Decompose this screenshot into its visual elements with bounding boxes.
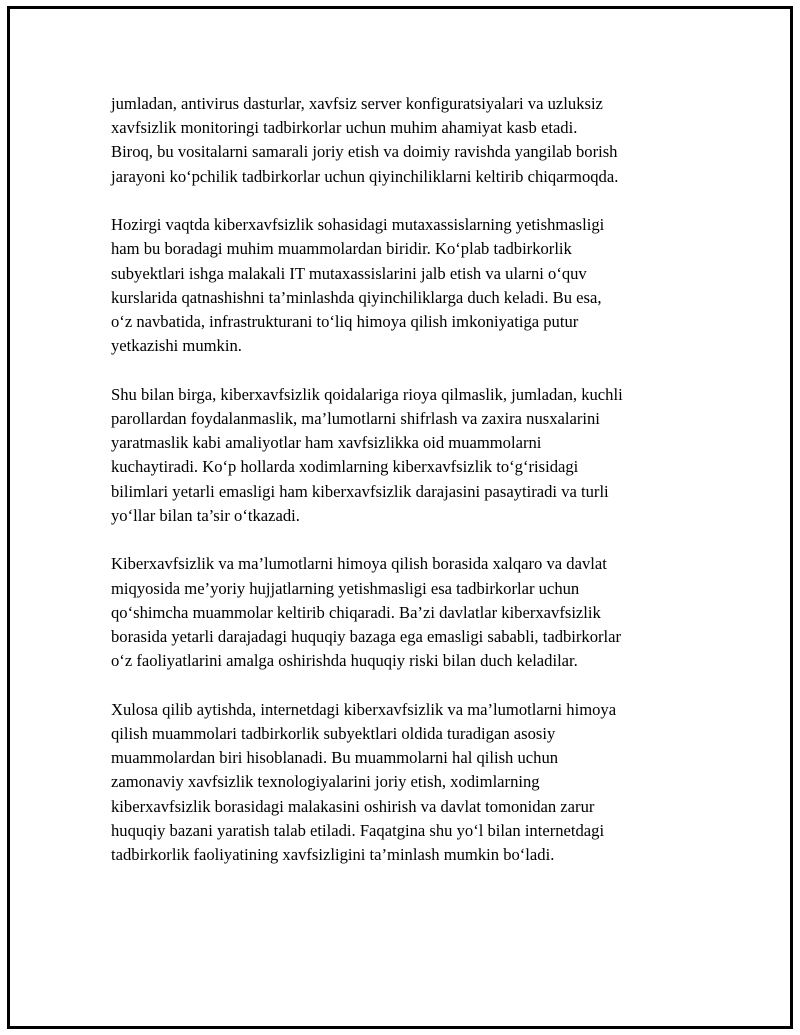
text-line: miqyosida me’yoriy hujjatlarning yetishmasligi esa tadbirkorlar uchun xyxy=(111,578,580,598)
text-line: o‘z navbatida, infrastrukturani to‘liq himoya qilish imkoniyatiga putur xyxy=(111,312,579,332)
document-body xyxy=(111,92,681,892)
text-line: huquqiy bazani yaratish talab etiladi. Faqatgina shu yo‘l bilan internetdagi xyxy=(111,820,605,840)
text-line: parollardan foydalanmaslik, ma’lumotlarni shifrlash va zaxira nusxalarini xyxy=(111,409,600,429)
text-line: subyektlari ishga malakali IT mutaxassislarini jalb etish va ularni o‘quv xyxy=(111,263,587,283)
text-line: yetkazishi mumkin. xyxy=(111,336,242,356)
paragraph xyxy=(111,698,681,867)
paragraph xyxy=(111,92,681,189)
text-line: kiberxavfsizlik borasidagi malakasini oshirish va davlat tomonidan zarur xyxy=(111,796,595,816)
text-line: jumladan, antivirus dasturlar, xavfsiz server konfiguratsiyalari va uzluksiz xyxy=(111,94,603,113)
text-line: yo‘llar bilan ta’sir o‘tkazadi. xyxy=(111,505,300,525)
text-line: yaratmaslik kabi amaliyotlar ham xavfsizlikka oid muammolarni xyxy=(111,433,542,453)
text-line: Hozirgi vaqtda kiberxavfsizlik sohasidagi mutaxassislarning yetishmasligi xyxy=(111,215,605,235)
text-line: o‘z faoliyatlarini amalga oshirishda huquqiy riski bilan duch keladilar. xyxy=(111,651,578,671)
text-line: Biroq, bu vositalarni samarali joriy etish va doimiy ravishda yangilab borish xyxy=(111,142,618,162)
text-line: Xulosa qilib aytishda, internetdagi kiberxavfsizlik va ma’lumotlarni himoya xyxy=(111,699,617,719)
paragraph xyxy=(111,383,681,528)
text-line: muammolardan biri hisoblanadi. Bu muammolarni hal qilish uchun xyxy=(111,748,559,768)
text-line: ham bu boradagi muhim muammolardan biridir. Ko‘plab tadbirkorlik xyxy=(111,239,572,259)
paragraph xyxy=(111,552,681,673)
paragraph xyxy=(111,213,681,358)
text-line: kurslarida qatnashishni ta’minlashda qiyinchiliklarga duch keladi. Bu esa, xyxy=(111,287,602,307)
text-line: Shu bilan birga, kiberxavfsizlik qoidalariga rioya qilmaslik, jumladan, kuchli xyxy=(111,384,623,404)
text-line: tadbirkorlik faoliyatining xavfsizligini ta’minlash mumkin bo‘ladi. xyxy=(111,845,555,865)
text-line: borasida yetarli darajadagi huquqiy bazaga ega emasligi sababli, tadbirkorlar xyxy=(111,627,622,647)
text-line: bilimlari yetarli emasligi ham kiberxavfsizlik darajasini pasaytiradi va turli xyxy=(111,481,609,501)
text-line: Kiberxavfsizlik va ma’lumotlarni himoya qilish borasida xalqaro va davlat xyxy=(111,554,607,574)
text-line: jarayoni ko‘pchilik tadbirkorlar uchun qiyinchiliklarni keltirib chiqarmoqda. xyxy=(111,166,619,186)
text-line: qo‘shimcha muammolar keltirib chiqaradi. Ba’zi davlatlar kiberxavfsizlik xyxy=(111,602,601,622)
text-line: zamonaviy xavfsizlik texnologiyalarini joriy etish, xodimlarning xyxy=(111,772,540,792)
text-line: qilish muammolari tadbirkorlik subyektlari oldida turadigan asosiy xyxy=(111,724,556,744)
text-line: kuchaytiradi. Ko‘p hollarda xodimlarning kiberxavfsizlik to‘g‘risidagi xyxy=(111,457,579,477)
text-line: xavfsizlik monitoringi tadbirkorlar uchun muhim ahamiyat kasb etadi. xyxy=(111,118,578,138)
